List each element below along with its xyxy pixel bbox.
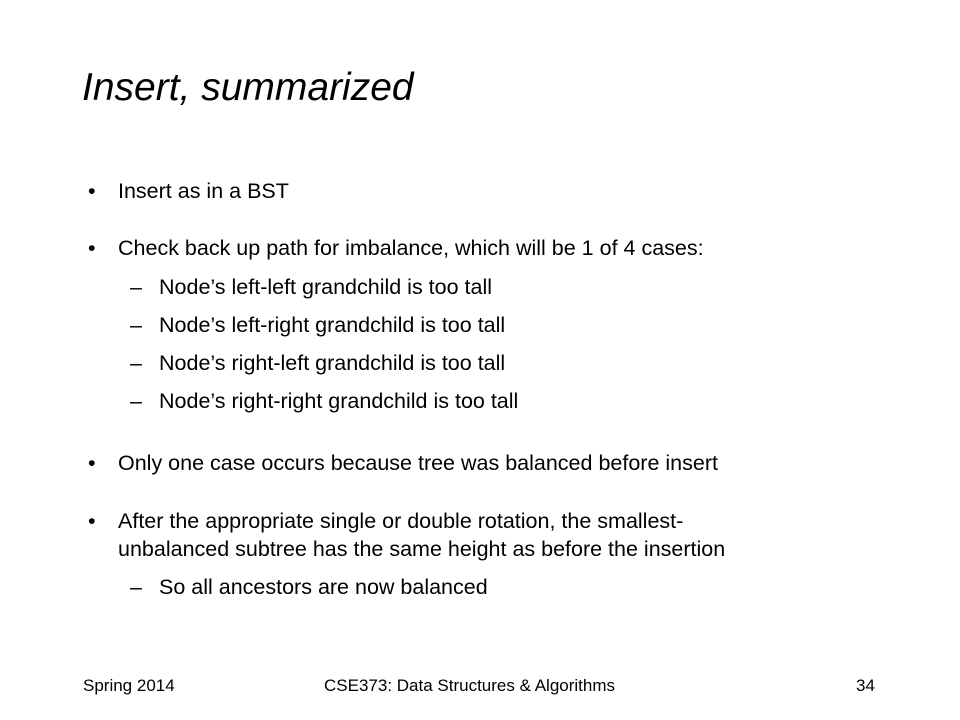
bullet-marker: • (88, 236, 96, 260)
footer-term: Spring 2014 (83, 676, 175, 695)
dash-marker: – (130, 389, 142, 413)
footer-page-number: 34 (856, 676, 875, 695)
footer-course: CSE373: Data Structures & Algorithms (324, 676, 616, 695)
dash-marker: – (130, 351, 142, 375)
sub-bullet-text: Node’s left-right grandchild is too tall (159, 313, 506, 337)
dash-marker: – (130, 275, 142, 299)
sub-bullet-text: Node’s right-right grandchild is too tall (159, 389, 519, 413)
bullet-text-4-line2: unbalanced subtree has the same height as before the insertion (118, 537, 726, 561)
dash-marker: – (130, 313, 142, 337)
sub-bullet-text: So all ancestors are now balanced (159, 575, 488, 599)
dash-marker: – (130, 575, 142, 599)
bullet-text-1: Insert as in a BST (118, 179, 289, 203)
slide-title: Insert, summarized (82, 66, 414, 109)
sub-bullet-text: Node’s right-left grandchild is too tall (159, 351, 506, 375)
bullet-marker: • (88, 509, 96, 533)
bullet-text-2: Check back up path for imbalance, which will be 1 of 4 cases: (118, 236, 704, 260)
bullet-marker: • (88, 451, 96, 475)
bullet-text-4-line1: After the appropriate single or double rotation, the smallest- (118, 509, 684, 533)
sub-bullet-text: Node’s left-left grandchild is too tall (159, 275, 493, 299)
bullet-text-3: Only one case occurs because tree was balanced before insert (118, 451, 718, 475)
bullet-marker: • (88, 179, 96, 203)
